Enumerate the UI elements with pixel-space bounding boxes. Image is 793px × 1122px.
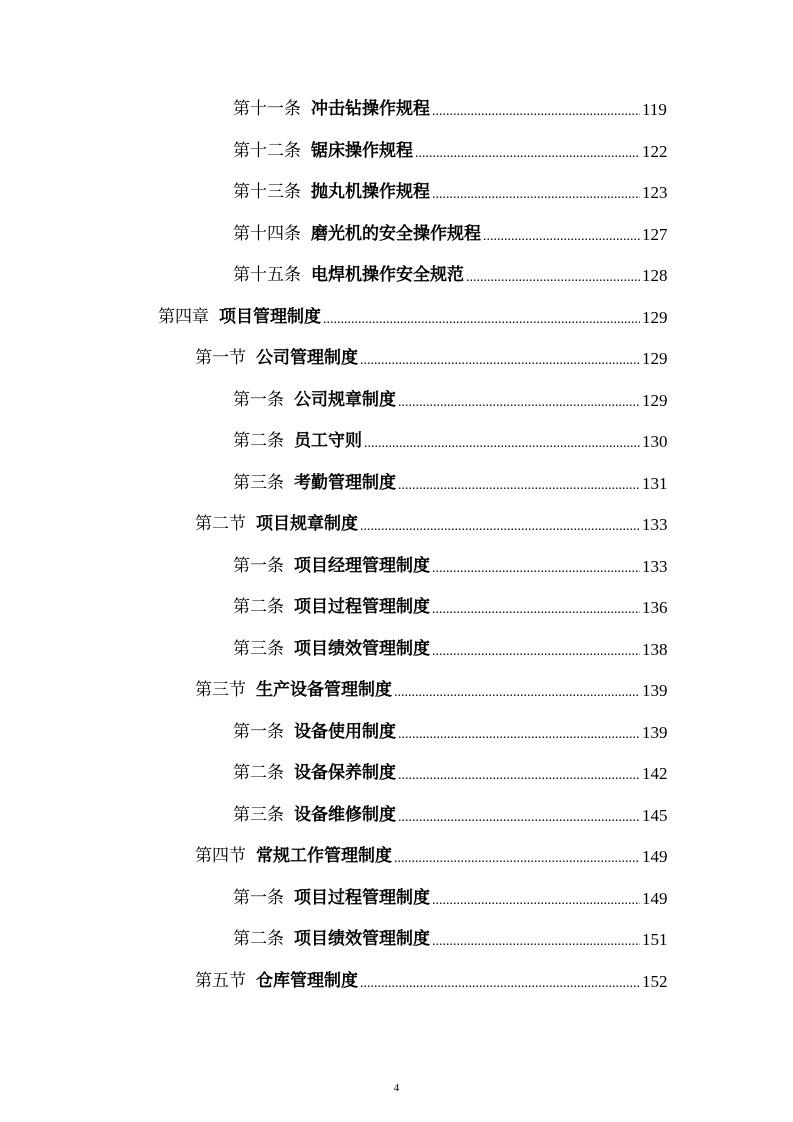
dot-leader <box>432 174 640 216</box>
toc-entry-page: 129 <box>642 349 668 368</box>
toc-entry-page: 145 <box>642 805 668 825</box>
toc-entry-title: 项目过程管理制度 <box>294 597 430 617</box>
dot-leader <box>394 838 640 880</box>
toc-entry-title: 锯床操作规程 <box>311 140 413 161</box>
toc-entry-number: 第二条 <box>233 763 284 783</box>
toc-section-entry[interactable] <box>0 338 793 380</box>
toc-entry-number: 第三节 <box>195 680 246 700</box>
toc-entry-number: 第三条 <box>233 804 284 825</box>
toc-entry-title: 项目规章制度 <box>256 514 358 534</box>
dot-leader <box>360 506 640 548</box>
toc-entry-number: 第一条 <box>233 389 284 410</box>
toc-entry[interactable] <box>0 878 793 920</box>
toc-entry-title: 公司规章制度 <box>294 389 396 410</box>
toc-entry-page: 152 <box>642 971 668 991</box>
dot-leader <box>394 672 640 714</box>
dot-leader <box>360 340 640 382</box>
toc-entry-title: 磨光机的安全操作规程 <box>311 223 481 244</box>
dot-leader <box>466 257 640 299</box>
toc-entry[interactable] <box>0 214 793 256</box>
toc-entry-title: 项目经理管理制度 <box>294 555 430 576</box>
toc-entry-page: 138 <box>642 639 668 659</box>
toc-entry-page: 129 <box>642 390 668 410</box>
toc-entry-title: 仓库管理制度 <box>256 970 358 991</box>
toc-entry-number: 第一条 <box>233 721 284 742</box>
dot-leader <box>323 299 640 341</box>
toc-entry-number: 第十四条 <box>233 223 301 244</box>
toc-entry-number: 第一节 <box>195 348 246 368</box>
toc-entry-page: 129 <box>642 307 668 327</box>
toc-entry-number: 第一条 <box>233 887 284 908</box>
toc-entry[interactable] <box>0 255 793 297</box>
toc-entry-page: 136 <box>642 598 668 617</box>
toc-entry-title: 考勤管理制度 <box>294 472 396 493</box>
toc-section-entry[interactable] <box>0 961 793 1003</box>
page-number: 4 <box>393 1082 400 1094</box>
dot-leader <box>398 382 640 424</box>
toc-entry-number: 第二条 <box>233 431 284 451</box>
dot-leader <box>432 921 640 963</box>
toc-entry-number: 第五节 <box>195 970 246 991</box>
dot-leader <box>398 797 640 839</box>
toc-entry-page: 133 <box>642 515 668 534</box>
dot-leader <box>364 423 640 465</box>
toc-entry-page: 127 <box>642 224 668 244</box>
toc-entry-title: 设备使用制度 <box>294 721 396 742</box>
toc-entry-title: 项目绩效管理制度 <box>294 638 430 659</box>
toc-entry-title: 生产设备管理制度 <box>256 680 392 700</box>
dot-leader <box>483 216 640 258</box>
toc-entry[interactable] <box>0 587 793 629</box>
toc-entry-title: 项目过程管理制度 <box>294 887 430 908</box>
toc-entry[interactable] <box>0 546 793 588</box>
toc-entry-page: 149 <box>642 888 668 908</box>
toc-entry-page: 128 <box>642 266 668 285</box>
dot-leader <box>432 548 640 590</box>
toc-entry-title: 抛丸机操作规程 <box>311 182 430 202</box>
toc-entry-number: 第三条 <box>233 472 284 493</box>
toc-entry-title: 项目管理制度 <box>219 306 321 327</box>
toc-entry-page: 119 <box>642 100 667 119</box>
toc-entry-page: 139 <box>642 722 668 742</box>
dot-leader <box>360 963 640 1005</box>
toc-section-entry[interactable] <box>0 670 793 712</box>
toc-entry-page: 131 <box>642 473 668 493</box>
toc-entry-title: 公司管理制度 <box>256 348 358 368</box>
table-of-contents <box>0 89 793 1002</box>
toc-entry-number: 第十五条 <box>233 265 301 285</box>
toc-entry-title: 设备维修制度 <box>294 804 396 825</box>
toc-chapter-entry[interactable] <box>0 297 793 339</box>
toc-entry-number: 第一条 <box>233 555 284 576</box>
toc-entry-page: 123 <box>642 183 668 202</box>
toc-entry[interactable] <box>0 172 793 214</box>
dot-leader <box>398 714 640 756</box>
toc-entry-title: 项目绩效管理制度 <box>294 929 430 949</box>
toc-entry-title: 冲击钻操作规程 <box>311 99 430 119</box>
toc-entry[interactable] <box>0 753 793 795</box>
toc-entry-title: 常规工作管理制度 <box>256 846 392 866</box>
toc-section-entry[interactable] <box>0 836 793 878</box>
toc-entry-title: 员工守则 <box>294 431 362 451</box>
toc-entry-page: 149 <box>642 847 668 866</box>
dot-leader <box>432 589 640 631</box>
toc-entry-page: 139 <box>642 681 668 700</box>
dot-leader <box>398 755 640 797</box>
dot-leader <box>432 631 640 673</box>
toc-entry-number: 第十一条 <box>233 99 301 119</box>
toc-entry-page: 133 <box>642 556 668 576</box>
toc-entry-page: 151 <box>642 930 668 949</box>
toc-entry[interactable] <box>0 629 793 671</box>
toc-entry-title: 电焊机操作安全规范 <box>311 265 464 285</box>
toc-entry[interactable] <box>0 421 793 463</box>
toc-entry-page: 122 <box>642 141 668 161</box>
toc-entry-number: 第四节 <box>195 846 246 866</box>
toc-entry[interactable] <box>0 380 793 422</box>
toc-entry-page: 142 <box>642 764 668 783</box>
toc-entry-number: 第二节 <box>195 514 246 534</box>
toc-entry-number: 第十二条 <box>233 140 301 161</box>
toc-entry[interactable] <box>0 89 793 131</box>
toc-entry-number: 第十三条 <box>233 182 301 202</box>
toc-entry[interactable] <box>0 712 793 754</box>
toc-entry-page: 130 <box>642 432 668 451</box>
dot-leader <box>398 465 640 507</box>
toc-entry[interactable] <box>0 131 793 173</box>
toc-entry-number: 第四章 <box>158 306 209 327</box>
toc-entry[interactable] <box>0 463 793 505</box>
dot-leader <box>432 91 640 133</box>
toc-entry-number: 第二条 <box>233 929 284 949</box>
toc-entry-title: 设备保养制度 <box>294 763 396 783</box>
toc-entry-number: 第三条 <box>233 638 284 659</box>
dot-leader <box>432 880 640 922</box>
toc-entry[interactable] <box>0 919 793 961</box>
toc-entry-number: 第二条 <box>233 597 284 617</box>
toc-entry[interactable] <box>0 795 793 837</box>
dot-leader <box>415 133 640 175</box>
toc-section-entry[interactable] <box>0 504 793 546</box>
